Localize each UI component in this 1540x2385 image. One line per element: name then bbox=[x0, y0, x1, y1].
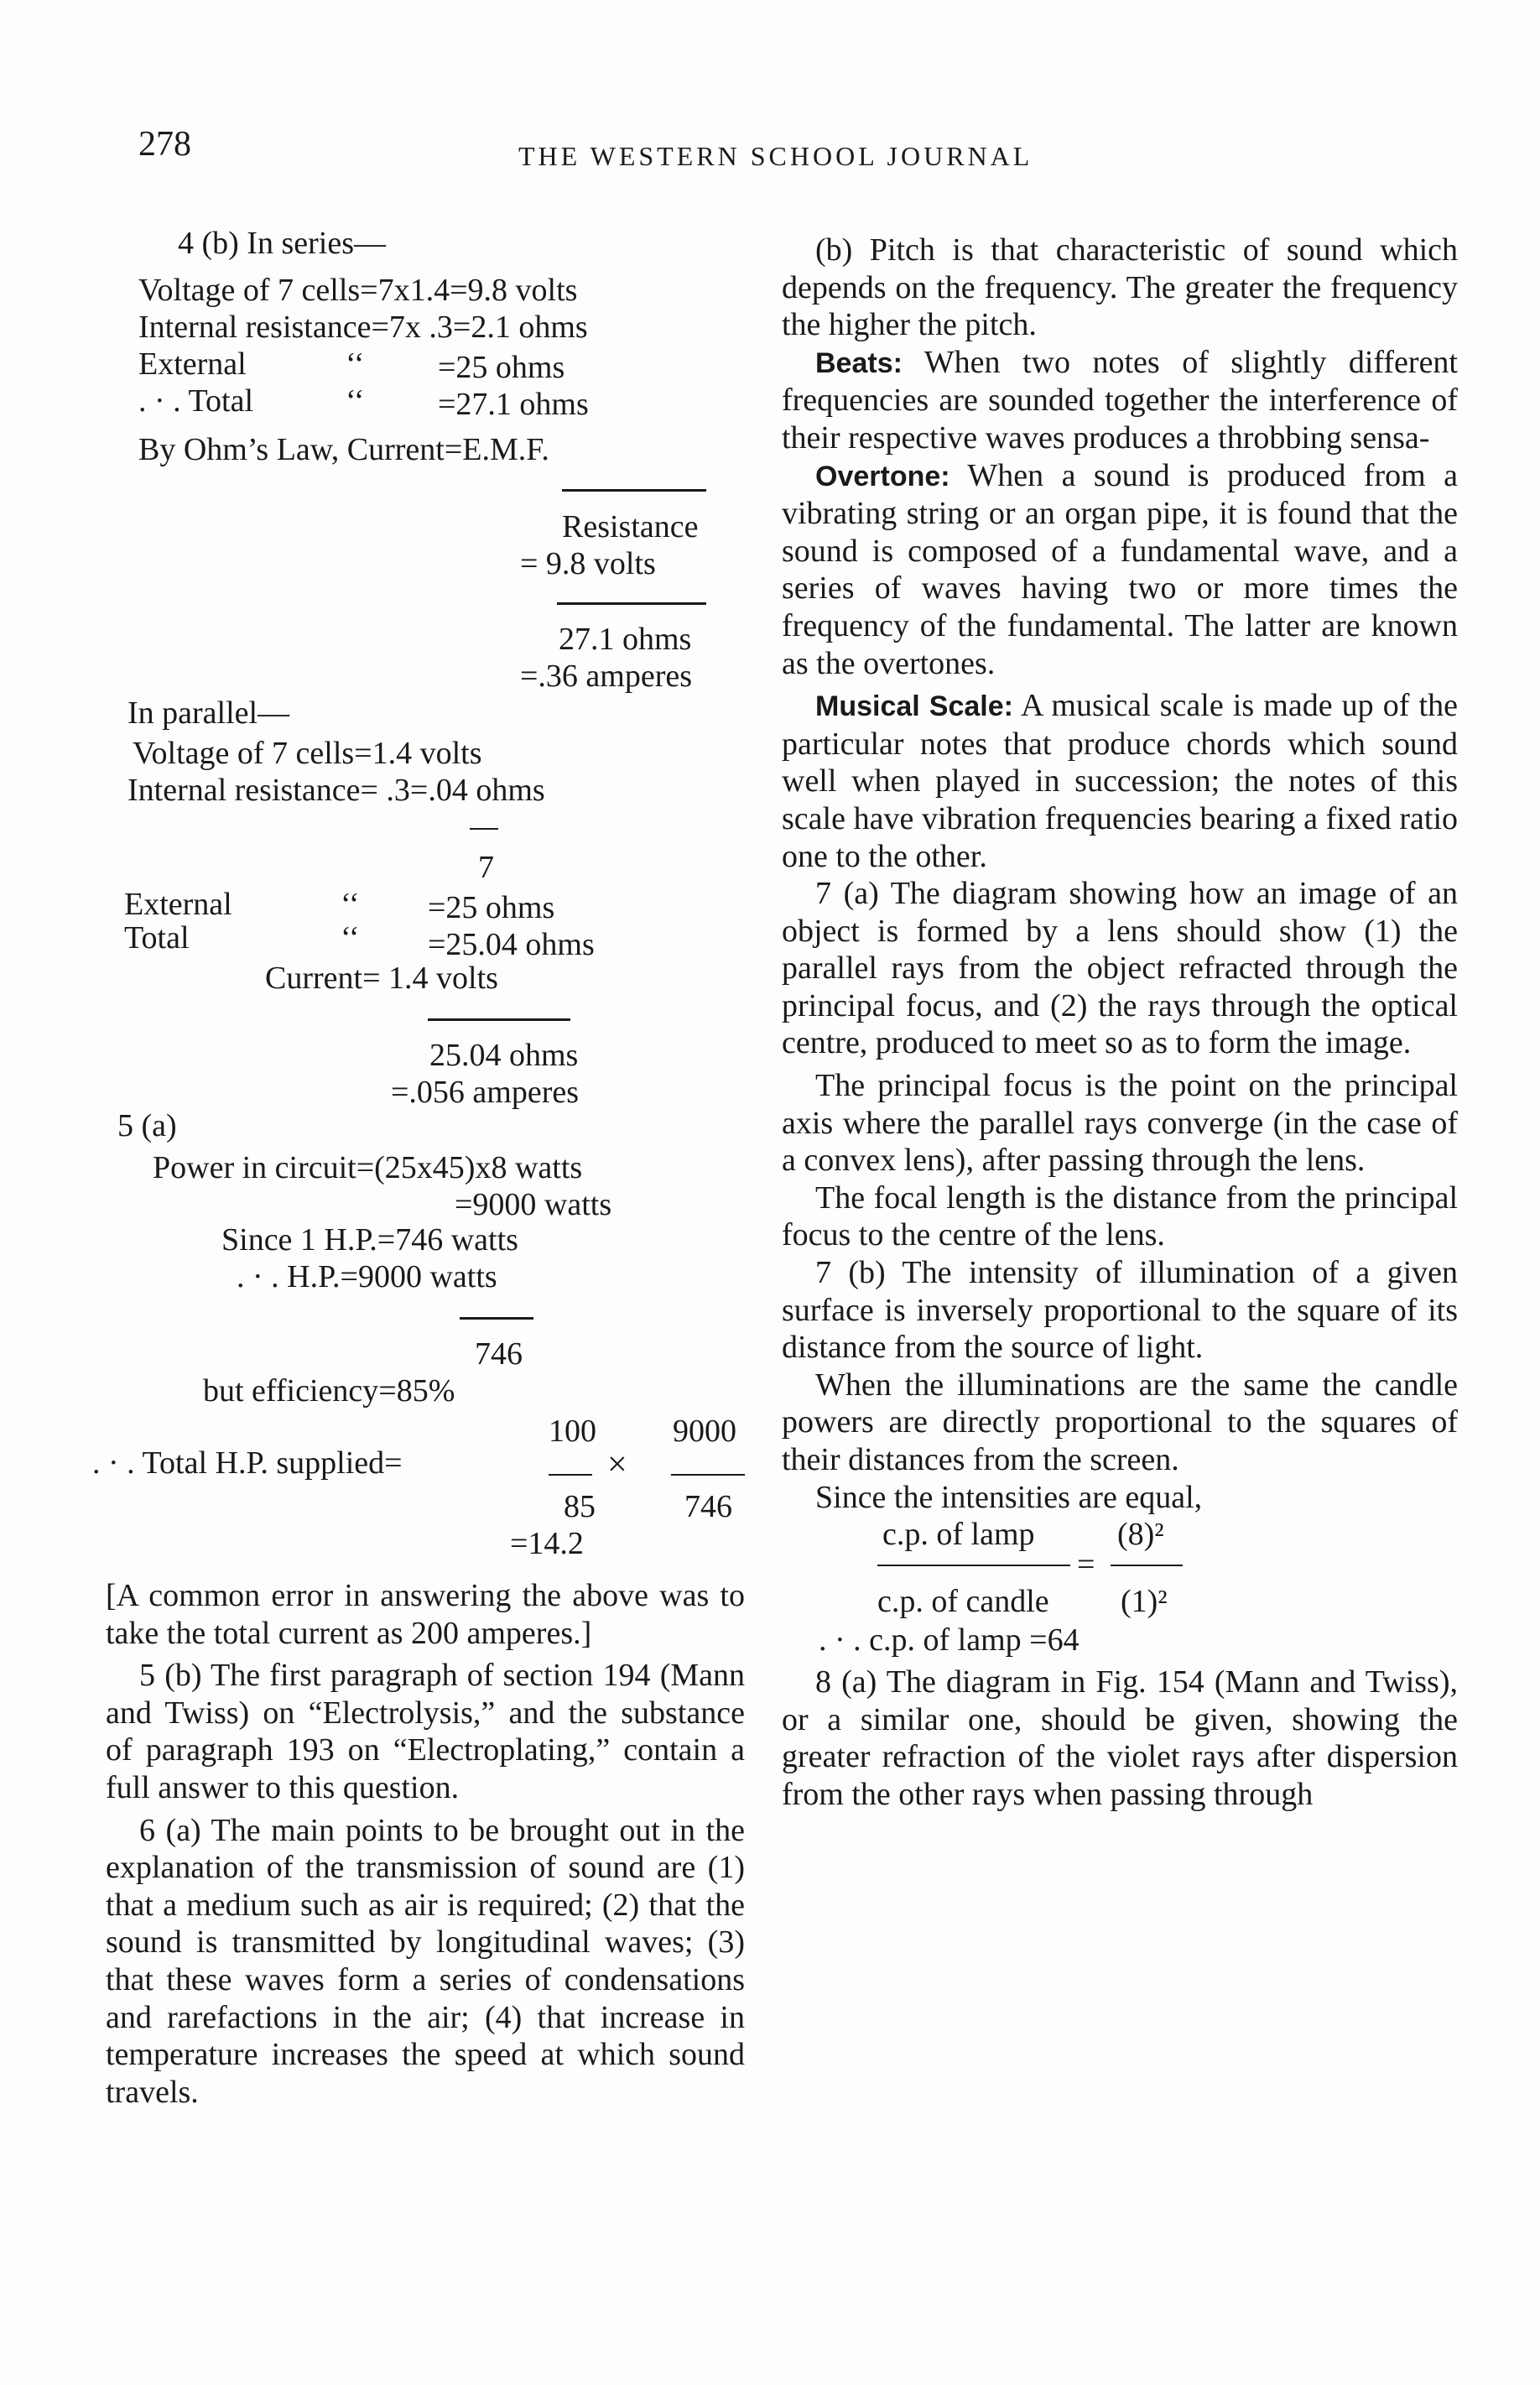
candle-paragraph: When the illuminations are the same the candle powers are directly proportional to the squares of their distances from the screen. bbox=[782, 1367, 1458, 1477]
equals-sign: = bbox=[1077, 1547, 1095, 1583]
fraction-bar bbox=[549, 1474, 592, 1476]
error-note: [A common error in answering the above was to take the total current as 200 amperes.] bbox=[106, 1578, 745, 1651]
fraction-bar bbox=[460, 1317, 533, 1320]
fraction-bar bbox=[428, 1018, 570, 1021]
cp-result: . · . c.p. of lamp =64 bbox=[819, 1622, 1080, 1659]
numerator-100: 100 bbox=[549, 1414, 596, 1449]
candle-power-equation bbox=[782, 1516, 1458, 1664]
scale-paragraph bbox=[782, 687, 1458, 875]
fraction-bar bbox=[562, 489, 706, 492]
page-number: 278 bbox=[138, 125, 191, 164]
parallel-heading: In parallel— bbox=[127, 695, 290, 731]
parallel-external-label: External bbox=[124, 887, 232, 922]
answer-6a: 6 (a) The main points to be brought out in the explanation of the transmission of sound are (1) that a medium such as air is required; (2) that the sound is transmitted by longitudinal waves; (3) that these waves form a series of condensations and rarefactions in the air; (4) that increase in temperature increases the speed at which sound travels. bbox=[106, 1812, 745, 2110]
beats-text: When two notes of slightly different frequencies are sounded together the interference of their respective waves produces a throbbing sensa- bbox=[782, 344, 1458, 456]
overtone-term: Overtone: bbox=[815, 460, 950, 492]
equals-9-8-volts: = 9.8 volts bbox=[520, 546, 656, 581]
beats-term: Beats: bbox=[815, 346, 903, 379]
right-column bbox=[782, 232, 1458, 1814]
parallel-total-label: Total bbox=[124, 920, 190, 956]
value-27-1-ohms: 27.1 ohms bbox=[559, 622, 692, 657]
answer-7a: 7 (a) The diagram showing how an image of an object is formed by a lens should show (1) the parallel rays from the object refracted through the principal focus, and (2) the rays through the optical centre, produced to meet so as to form the image. bbox=[782, 876, 1458, 1061]
parallel-voltage: Voltage of 7 cells=1.4 volts bbox=[133, 736, 482, 771]
answer-8a: 8 (a) The diagram in Fig. 154 (Mann and Twiss), or a similar one, should be given, showing the greater refraction of the violet rays after dispersion from the other rays when passing through bbox=[782, 1664, 1458, 1812]
times-sign: × bbox=[607, 1445, 627, 1484]
series-total-label: . · . Total bbox=[138, 383, 254, 419]
ditto-mark: ‘‘ bbox=[346, 383, 365, 419]
left-prose bbox=[106, 1577, 745, 2111]
q5a-heading: 5 (a) bbox=[117, 1108, 177, 1143]
efficiency-line: but efficiency=85% bbox=[203, 1373, 455, 1409]
resistance-label: Resistance bbox=[562, 509, 699, 544]
series-external-value: =25 ohms bbox=[438, 350, 565, 385]
fraction-bar bbox=[877, 1565, 1070, 1566]
result-36-amperes: =.36 amperes bbox=[520, 659, 693, 694]
overtone-text: When a sound is produced from a vibrating string or an organ pipe, it is found that the sound is composed of a fundamental wave, and a series of waves having two or more times the frequency of the fundamental. The latter are known as the overtones. bbox=[782, 457, 1458, 681]
one-squared: (1)² bbox=[1121, 1584, 1168, 1620]
current-equation: Current= 1.4 volts bbox=[265, 961, 498, 996]
watts-9000: =9000 watts bbox=[455, 1187, 612, 1222]
q4b-heading: 4 (b) In series— bbox=[178, 226, 386, 261]
answer-7b: 7 (b) The intensity of illumination of a given surface is inversely proportional to the square of its distance from the source of light. bbox=[782, 1255, 1458, 1366]
since-equal-line: Since the intensities are equal, bbox=[815, 1479, 1203, 1515]
hp-9000-line: . · . H.P.=9000 watts bbox=[237, 1259, 497, 1294]
ohms-law-line: By Ohm’s Law, Current=E.M.F. bbox=[138, 432, 549, 467]
ditto-mark: ‘‘ bbox=[346, 346, 365, 382]
ditto-mark: ‘‘ bbox=[341, 920, 360, 956]
series-total-value: =27.1 ohms bbox=[438, 387, 589, 422]
denominator-746: 746 bbox=[684, 1489, 732, 1524]
answer-6b-pitch: (b) Pitch is that characteristic of sound which depends on the frequency. The greater the frequency the higher the pitch. bbox=[782, 232, 1458, 343]
result-056-amperes: =.056 amperes bbox=[391, 1075, 580, 1110]
parallel-external-value: =25 ohms bbox=[428, 890, 555, 925]
total-hp-line: . · . Total H.P. supplied= bbox=[92, 1445, 403, 1481]
answer-5b: 5 (b) The first paragraph of section 194 (Mann and Twiss) on “Electrolysis,” and the substance of paragraph 193 on “Electroplating,” contain a full answer to this question. bbox=[106, 1658, 745, 1805]
fraction-bar bbox=[671, 1474, 745, 1476]
eight-squared: (8)² bbox=[1117, 1517, 1164, 1553]
focal-length-paragraph: The focal length is the distance from the principal focus to the centre of the lens. bbox=[782, 1179, 1458, 1253]
power-line: Power in circuit=(25x45)x8 watts bbox=[153, 1150, 583, 1185]
series-external-label: External bbox=[138, 346, 247, 382]
denominator-85: 85 bbox=[564, 1489, 596, 1524]
running-header: THE WESTERN SCHOOL JOURNAL bbox=[518, 141, 1033, 171]
ditto-mark: ‘‘ bbox=[341, 887, 360, 922]
series-internal: Internal resistance=7x .3=2.1 ohms bbox=[138, 310, 588, 345]
divisor-746: 746 bbox=[475, 1336, 523, 1372]
fraction-bar bbox=[1111, 1565, 1183, 1566]
cp-candle: c.p. of candle bbox=[877, 1584, 1049, 1620]
result-14-2: =14.2 bbox=[510, 1526, 584, 1561]
series-voltage: Voltage of 7 cells=7x1.4=9.8 volts bbox=[138, 273, 578, 308]
divisor-seven: 7 bbox=[478, 850, 494, 885]
fraction-bar bbox=[470, 828, 498, 830]
parallel-total-value: =25.04 ohms bbox=[428, 927, 595, 962]
beats-paragraph bbox=[782, 344, 1458, 457]
scale-text: A musical scale is made up of the particular notes that produce chords which sound well when played in succession; the notes of this scale have vibration frequencies bearing a fixed ratio one to the other. bbox=[782, 688, 1458, 874]
numerator-9000: 9000 bbox=[673, 1414, 736, 1449]
principal-focus-paragraph: The principal focus is the point on the principal axis where the parallel rays converge (in the case of a convex lens), after passing through the lens. bbox=[782, 1068, 1458, 1179]
scale-term: Musical Scale: bbox=[815, 690, 1013, 723]
since-hp-line: Since 1 H.P.=746 watts bbox=[221, 1222, 518, 1258]
fraction-bar bbox=[557, 602, 706, 605]
parallel-internal: Internal resistance= .3=.04 ohms bbox=[127, 773, 545, 808]
overtone-paragraph bbox=[782, 457, 1458, 683]
cp-lamp: c.p. of lamp bbox=[882, 1517, 1035, 1553]
value-25-04-ohms: 25.04 ohms bbox=[429, 1038, 579, 1073]
